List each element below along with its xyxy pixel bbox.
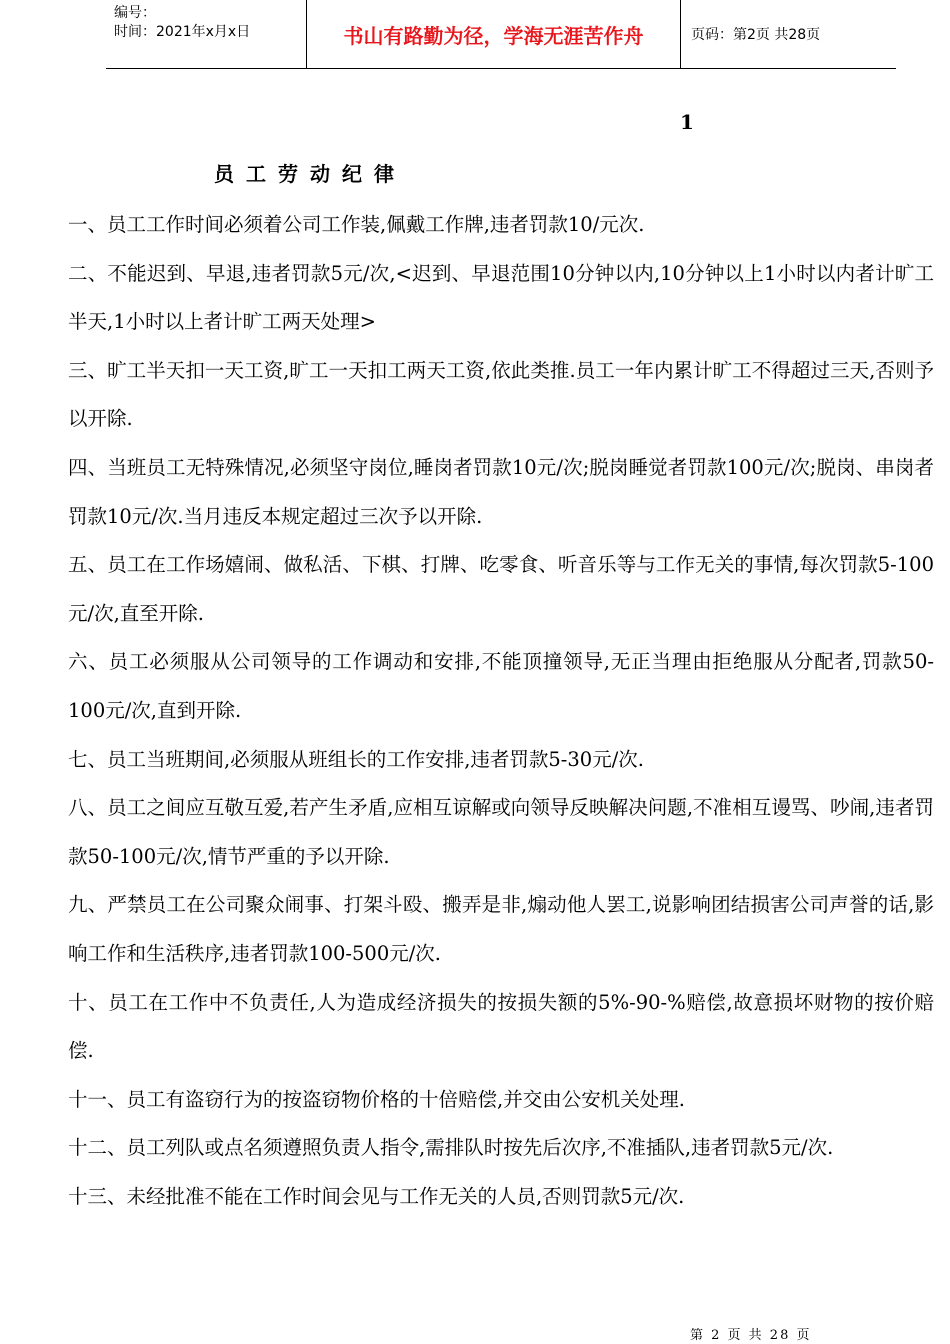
document-title: 员工劳动纪律: [214, 162, 406, 186]
rule-paragraph: 十三、未经批准不能在工作时间会见与工作无关的人员,否则罚款5元/次.: [68, 1184, 685, 1208]
document-body: [68, 201, 934, 1221]
date-label: 时间：2021年x月x日: [114, 24, 251, 40]
rule-paragraph: 九、严禁员工在公司聚众闹事、打架斗殴、搬弄是非,煽动他人罢工,说影响团结损害公司声誉的话,影响工作和生活秩序,违者罚款100-500元/次.: [68, 893, 934, 965]
header-meta: [106, 0, 307, 68]
rule-paragraph: 十一、员工有盗窃行为的按盗窃物价格的十倍赔偿,并交由公安机关处理.: [68, 1087, 685, 1111]
rule-paragraph: 七、员工当班期间,必须服从班组长的工作安排,违者罚款5-30元/次.: [68, 747, 644, 771]
header-page-info: 页码：第2页 共28页: [691, 27, 821, 43]
rule-paragraph: 四、当班员工无特殊情况,必须坚守岗位,睡岗者罚款10元/次;脱岗睡觉者罚款100元/次;脱岗、串岗者罚款10元/次.当月违反本规定超过三次予以开除.: [68, 455, 934, 528]
rule-paragraph: 八、员工之间应互敬互爱,若产生矛盾,应相互谅解或向领导反映解决问题,不准相互谩骂、吵闹,违者罚款50-100元/次,情节严重的予以开除.: [68, 796, 934, 868]
page-number: 1: [680, 110, 694, 134]
rule-paragraph: 十二、员工列队或点名须遵照负责人指令,需排队时按先后次序,不准插队,违者罚款5元/次.: [68, 1136, 834, 1160]
rule-paragraph: 六、员工必须服从公司领导的工作调动和安排,不能顶撞领导,无正当理由拒绝服从分配者,罚款50-100元/次,直到开除.: [68, 650, 934, 722]
header-motto: 书山有路勤为径，学海无涯苦作舟: [307, 0, 681, 68]
rule-paragraph: 三、旷工半天扣一天工资,旷工一天扣工两天工资,依此类推.员工一年内累计旷工不得超过三天,否则予以开除.: [68, 358, 934, 431]
rule-paragraph: 一、员工工作时间必须着公司工作装,佩戴工作牌,违者罚款10/元次.: [68, 213, 645, 236]
number-label: 编号：: [114, 5, 156, 21]
rule-paragraph: 十、员工在工作中不负责任,人为造成经济损失的按损失额的5%-90-%赔偿,故意损坏财物的按价赔偿.: [68, 990, 934, 1063]
rule-paragraph: 二、不能迟到、早退,违者罚款5元/次,<迟到、早退范围10分钟以内,10分钟以上1小时以内者计旷工半天,1小时以上者计旷工两天处理>: [68, 261, 934, 334]
rule-paragraph: 五、员工在工作场嬉闹、做私活、下棋、打牌、吃零食、听音乐等与工作无关的事情,每次罚款5-100元/次,直至开除.: [68, 553, 934, 625]
page-header: [106, 0, 896, 69]
page-footer: 第 2 页 共 28 页: [690, 1328, 812, 1343]
